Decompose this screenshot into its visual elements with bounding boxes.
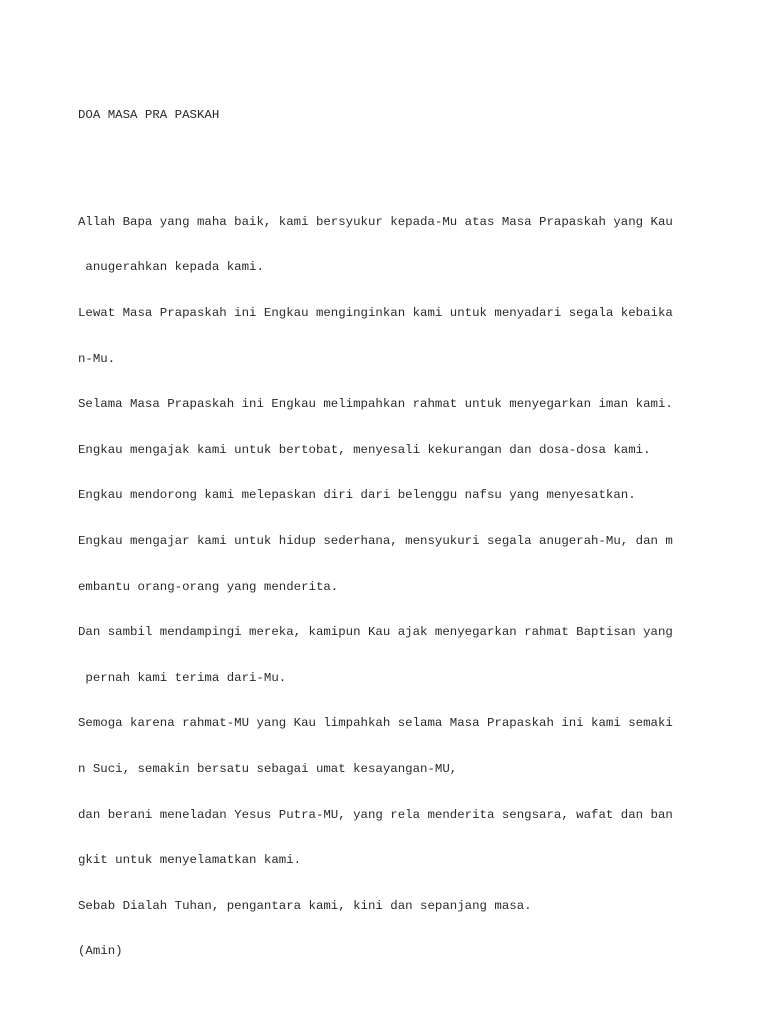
text-line: anugerahkan kepada kami.	[78, 260, 264, 275]
text-line: Semoga karena rahmat-MU yang Kau limpahkah selama Masa Prapaskah ini kami semaki	[78, 716, 673, 731]
text-line: Dan sambil mendampingi mereka, kamipun Kau ajak menyegarkan rahmat Baptisan yang	[78, 625, 673, 640]
text-line: Engkau mengajak kami untuk bertobat, menyesali kekurangan dan dosa-dosa kami.	[78, 442, 651, 457]
document-body	[78, 78, 718, 990]
text-line: n Suci, semakin bersatu sebagai umat kesayangan-MU,	[78, 761, 458, 776]
text-line: pernah kami terima dari-Mu.	[78, 670, 287, 685]
text-line: (Amin)	[78, 944, 123, 959]
document-title: DOA MASA PRA PASKAH	[78, 108, 220, 123]
text-line: Allah Bapa yang maha baik, kami bersyukur kepada-Mu atas Masa Prapaskah yang Kau	[78, 214, 673, 229]
text-line: n-Mu.	[78, 351, 116, 366]
text-line: gkit untuk menyelamatkan kami.	[78, 853, 302, 868]
text-line: Lewat Masa Prapaskah ini Engkau menginginkan kami untuk menyadari segala kebaika	[78, 305, 673, 320]
title-spacer	[78, 154, 718, 184]
text-line: dan berani meneladan Yesus Putra-MU, yang rela menderita sengsara, wafat dan ban	[78, 807, 673, 822]
text-line: embantu orang-orang yang menderita.	[78, 579, 339, 594]
text-line: Sebab Dialah Tuhan, pengantara kami, kini dan sepanjang masa.	[78, 898, 532, 913]
text-line: Selama Masa Prapaskah ini Engkau melimpahkan rahmat untuk menyegarkan iman kami.	[78, 397, 673, 412]
text-line: Engkau mengajar kami untuk hidup sederhana, mensyukuri segala anugerah-Mu, dan m	[78, 533, 673, 548]
text-line: Engkau mendorong kami melepaskan diri dari belenggu nafsu yang menyesatkan.	[78, 488, 636, 503]
